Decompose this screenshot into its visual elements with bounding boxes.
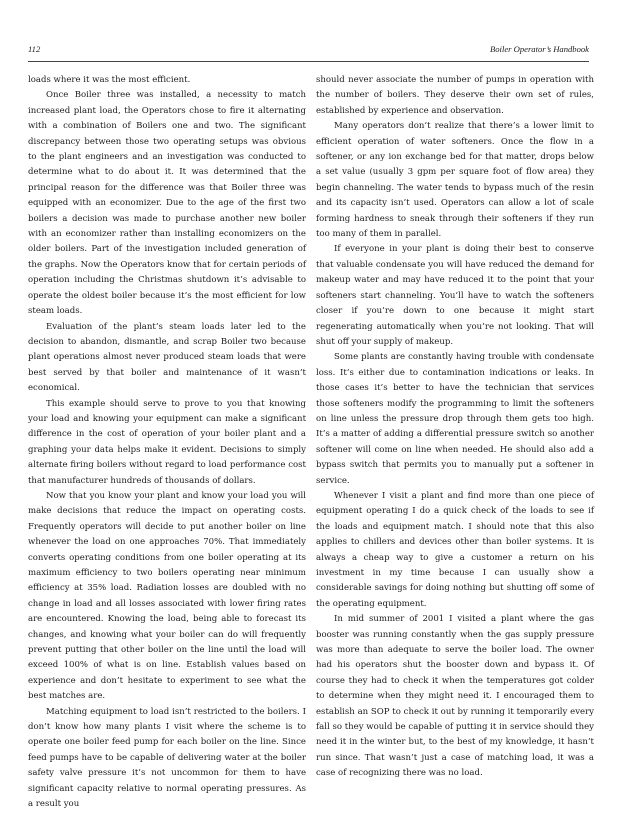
paragraph: This example should serve to prove to you that knowing your load and knowing your equipment can make a significant difference in the cost of operation of your boiler plant and a graphing your data helps make it evident. Decisions to simply alternate firing boilers without regard to load performance cost that manufacturer hundreds of thousands of dollars. <box>28 398 306 486</box>
page-header <box>28 44 589 58</box>
paragraph: Evaluation of the plant’s steam loads later led to the decision to abandon, dismantle, and scrap Boiler two because plant operations almost never produced steam loads that were best served by that boiler and maintenance of it wasn’t economical. <box>28 321 306 394</box>
paragraph: Matching equipment to load isn’t restricted to the boilers. I don’t know how many plants I visit where the scheme is to operate one boiler feed pump for each boiler on the line. Since feed pumps have to be capable of delivering water at the boiler safety valve pressure it’s not uncommon for them to have significant capacity relative to normal operating pressures. As a result you <box>28 706 306 810</box>
header-rule <box>28 61 589 62</box>
left-column <box>28 73 306 813</box>
paragraph: should never associate the number of pumps in operation with the number of boilers. They deserve their own set of rules, established by experience and observation. <box>316 75 594 116</box>
paragraph: If everyone in your plant is doing their best to conserve that valuable condensate you will have reduced the demand for makeup water and may have reduced it to the point that your softeners start channeling. You’ll have to watch the softeners closer if you’re down to one because it might start regenerating automatically when you’re not looking. That will shut off your supply of makeup. <box>316 244 594 347</box>
paragraph: Now that you know your plant and know your load you will make decisions that reduce the impact on operating costs. Frequently operators will decide to put another boiler on line whenever the load on one approaches 70%. That immediately converts operating conditions from one boiler operating at its maximum efficiency to two boilers operating near minimum efficiency at 35% load. Radiation losses are doubled with no change in load and all losses associated with lower firing rates are encountered. Knowing the load, being able to forecast its changes, and knowing what your boiler can do will frequently prevent putting that other boiler on the line until the load will exceed 100% of what is on line. Establish values based on experience and don’t hesitate to experiment to see what the best matches are. <box>28 490 306 702</box>
paragraph: Many operators don’t realize that there’s a lower limit to efficient operation of water softeners. Once the flow in a softener, or any ion exchange bed for that matter, drops below a set value (usually 3 gpm per square foot of flow area) they begin channeling. The water tends to bypass much of the resin and its capacity isn’t used. Operators can allow a lot of scale forming hardness to sneak through their softeners if they run too many of them in parallel. <box>316 121 594 240</box>
paragraph: loads where it was the most efficient. <box>28 75 191 85</box>
paragraph: In mid summer of 2001 I visited a plant where the gas booster was running constantly when the gas supply pressure was more than adequate to serve the boiler load. The owner had his operators shut the booster down and bypass it. Of course they had to check it when the temperatures got colder to determine when they might need it. I encouraged them to establish an SOP to check it out by running it temporarily every fall so they would be capable of putting it in service should they need it in the winter but, to the best of my knowledge, it hasn’t run since. That wasn’t just a case of matching load, it was a case of recognizing there was no load. <box>316 614 594 779</box>
paragraph: Whenever I visit a plant and find more than one piece of equipment operating I do a quick check of the loads to see if the loads and equipment match. I should note that this also applies to chillers and devices other than boiler systems. It is always a cheap way to give a customer a return on his investment in my time because I can usually show a considerable savings for doing nothing but shutting off some of the operating equipment. <box>316 490 594 609</box>
paragraph: Some plants are constantly having trouble with condensate loss. It’s either due to contamination indications or leaks. In those cases it’s better to have the technician that services those softeners modify the programming to limit the softeners on line unless the pressure drop through them gets too high. It’s a matter of adding a differential pressure switch so another softener will come on line when needed. He should also add a bypass switch that permits you to manually put a softener in service. <box>316 352 594 486</box>
paragraph: Once Boiler three was installed, a necessity to match increased plant load, the Operators chose to fire it alternating with a combination of Boilers one and two. The significant discrepancy between those two operating setups was obvious to the plant engineers and an investigation was conducted to determine what to do about it. It was determined that the principal reason for the difference was that Boiler three was equipped with an economizer. Due to the age of the first two boilers a decision was made to purchase another new boiler with an economizer rather than installing economizers on the older boilers. Part of the investigation included generation of the graphs. Now the Operators know that for certain periods of operation including the Christmas shutdown it’s advisable to operate the oldest boiler because it’s the most efficient for low steam loads. <box>28 90 306 317</box>
right-column <box>316 73 594 782</box>
page-number: 112 <box>28 44 41 54</box>
running-title: Boiler Operator’s Handbook <box>490 44 589 54</box>
